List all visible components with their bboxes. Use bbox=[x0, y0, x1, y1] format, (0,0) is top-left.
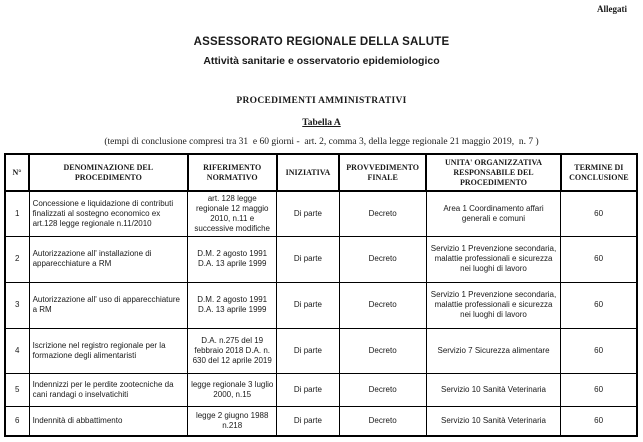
table-header-row bbox=[5, 154, 637, 191]
cell-n: 2 bbox=[5, 236, 29, 282]
cell-denominazione: Indennizzi per le perdite zootecniche da cani randagi o inselvatichiti bbox=[29, 373, 188, 406]
cell-unita: Servizio 1 Prevenzione secondaria, malattie professionali e sicurezza nei luoghi di lavoro bbox=[426, 282, 560, 328]
cell-denominazione: Indennità di abbattimento bbox=[29, 406, 188, 436]
cell-termine: 60 bbox=[561, 236, 637, 282]
cell-provvedimento: Decreto bbox=[339, 191, 426, 236]
cell-unita: Servizio 1 Prevenzione secondaria, malattie professionali e sicurezza nei luoghi di lavoro bbox=[426, 236, 560, 282]
cell-iniziativa: Di parte bbox=[277, 236, 339, 282]
table-row bbox=[5, 373, 637, 406]
cell-termine: 60 bbox=[561, 282, 637, 328]
cell-n: 3 bbox=[5, 282, 29, 328]
attachments-label: Allegati bbox=[597, 4, 627, 14]
cell-iniziativa: Di parte bbox=[277, 373, 339, 406]
cell-riferimento: D.A. n.275 del 19 febbraio 2018 D.A. n. 630 del 12 aprile 2019 bbox=[188, 328, 277, 373]
cell-provvedimento: Decreto bbox=[339, 406, 426, 436]
cell-n: 4 bbox=[5, 328, 29, 373]
cell-provvedimento: Decreto bbox=[339, 328, 426, 373]
cell-termine: 60 bbox=[561, 406, 637, 436]
header-riferimento: RIFERIMENTO NORMATIVO bbox=[188, 154, 277, 191]
cell-riferimento: art. 128 legge regionale 12 maggio 2010, n.11 e successive modifiche bbox=[188, 191, 277, 236]
table-caption: (tempi di conclusione compresi tra 31 e 60 giorni - art. 2, comma 3, della legge regionale 21 maggio 2019, n. 7 ) bbox=[104, 137, 539, 147]
table-row bbox=[5, 406, 637, 436]
cell-termine: 60 bbox=[561, 191, 637, 236]
cell-denominazione: Autorizzazione all' installazione di apparecchiature a RM bbox=[29, 236, 188, 282]
header-denominazione: DENOMINAZIONE DEL PROCEDIMENTO bbox=[29, 154, 188, 191]
table-row bbox=[5, 191, 637, 236]
cell-denominazione: Concessione e liquidazione di contributi finalizzati al sostegno economico ex art.128 legge regionale n.11/2010 bbox=[29, 191, 188, 236]
cell-provvedimento: Decreto bbox=[339, 373, 426, 406]
cell-n: 5 bbox=[5, 373, 29, 406]
cell-iniziativa: Di parte bbox=[277, 328, 339, 373]
header-unita: UNITA' ORGANIZZATIVA RESPONSABILE DEL PROCEDIMENTO bbox=[426, 154, 560, 191]
cell-iniziativa: Di parte bbox=[277, 406, 339, 436]
cell-riferimento: D.M. 2 agosto 1991 D.A. 13 aprile 1999 bbox=[188, 236, 277, 282]
document-subtitle: Attività sanitarie e osservatorio epidemiologico bbox=[203, 55, 440, 67]
cell-unita: Area 1 Coordinamento affari generali e comuni bbox=[426, 191, 560, 236]
table-row bbox=[5, 328, 637, 373]
cell-denominazione: Iscrizione nel registro regionale per la formazione degli alimentaristi bbox=[29, 328, 188, 373]
table-row bbox=[5, 236, 637, 282]
cell-unita: Servizio 10 Sanità Veterinaria bbox=[426, 406, 560, 436]
cell-termine: 60 bbox=[561, 328, 637, 373]
document-title: ASSESSORATO REGIONALE DELLA SALUTE bbox=[193, 36, 450, 48]
cell-termine: 60 bbox=[561, 373, 637, 406]
cell-denominazione: Autorizzazione all' uso di apparecchiature a RM bbox=[29, 282, 188, 328]
table-label: Tabella A bbox=[302, 118, 341, 128]
cell-riferimento: D.M. 2 agosto 1991 D.A. 13 aprile 1999 bbox=[188, 282, 277, 328]
cell-n: 1 bbox=[5, 191, 29, 236]
cell-riferimento: legge 2 giugno 1988 n.218 bbox=[188, 406, 277, 436]
cell-riferimento: legge regionale 3 luglio 2000, n.15 bbox=[188, 373, 277, 406]
header-termine: TERMINE DI CONCLUSIONE bbox=[561, 154, 637, 191]
cell-unita: Servizio 7 Sicurezza alimentare bbox=[426, 328, 560, 373]
cell-n: 6 bbox=[5, 406, 29, 436]
section-title: PROCEDIMENTI AMMINISTRATIVI bbox=[236, 96, 407, 106]
cell-iniziativa: Di parte bbox=[277, 282, 339, 328]
cell-provvedimento: Decreto bbox=[339, 282, 426, 328]
cell-provvedimento: Decreto bbox=[339, 236, 426, 282]
header-n: N° bbox=[5, 154, 29, 191]
header-provvedimento: PROVVEDIMENTO FINALE bbox=[339, 154, 426, 191]
cell-unita: Servizio 10 Sanità Veterinaria bbox=[426, 373, 560, 406]
header-iniziativa: INIZIATIVA bbox=[277, 154, 339, 191]
procedures-table bbox=[4, 153, 638, 437]
cell-iniziativa: Di parte bbox=[277, 191, 339, 236]
table-row bbox=[5, 282, 637, 328]
